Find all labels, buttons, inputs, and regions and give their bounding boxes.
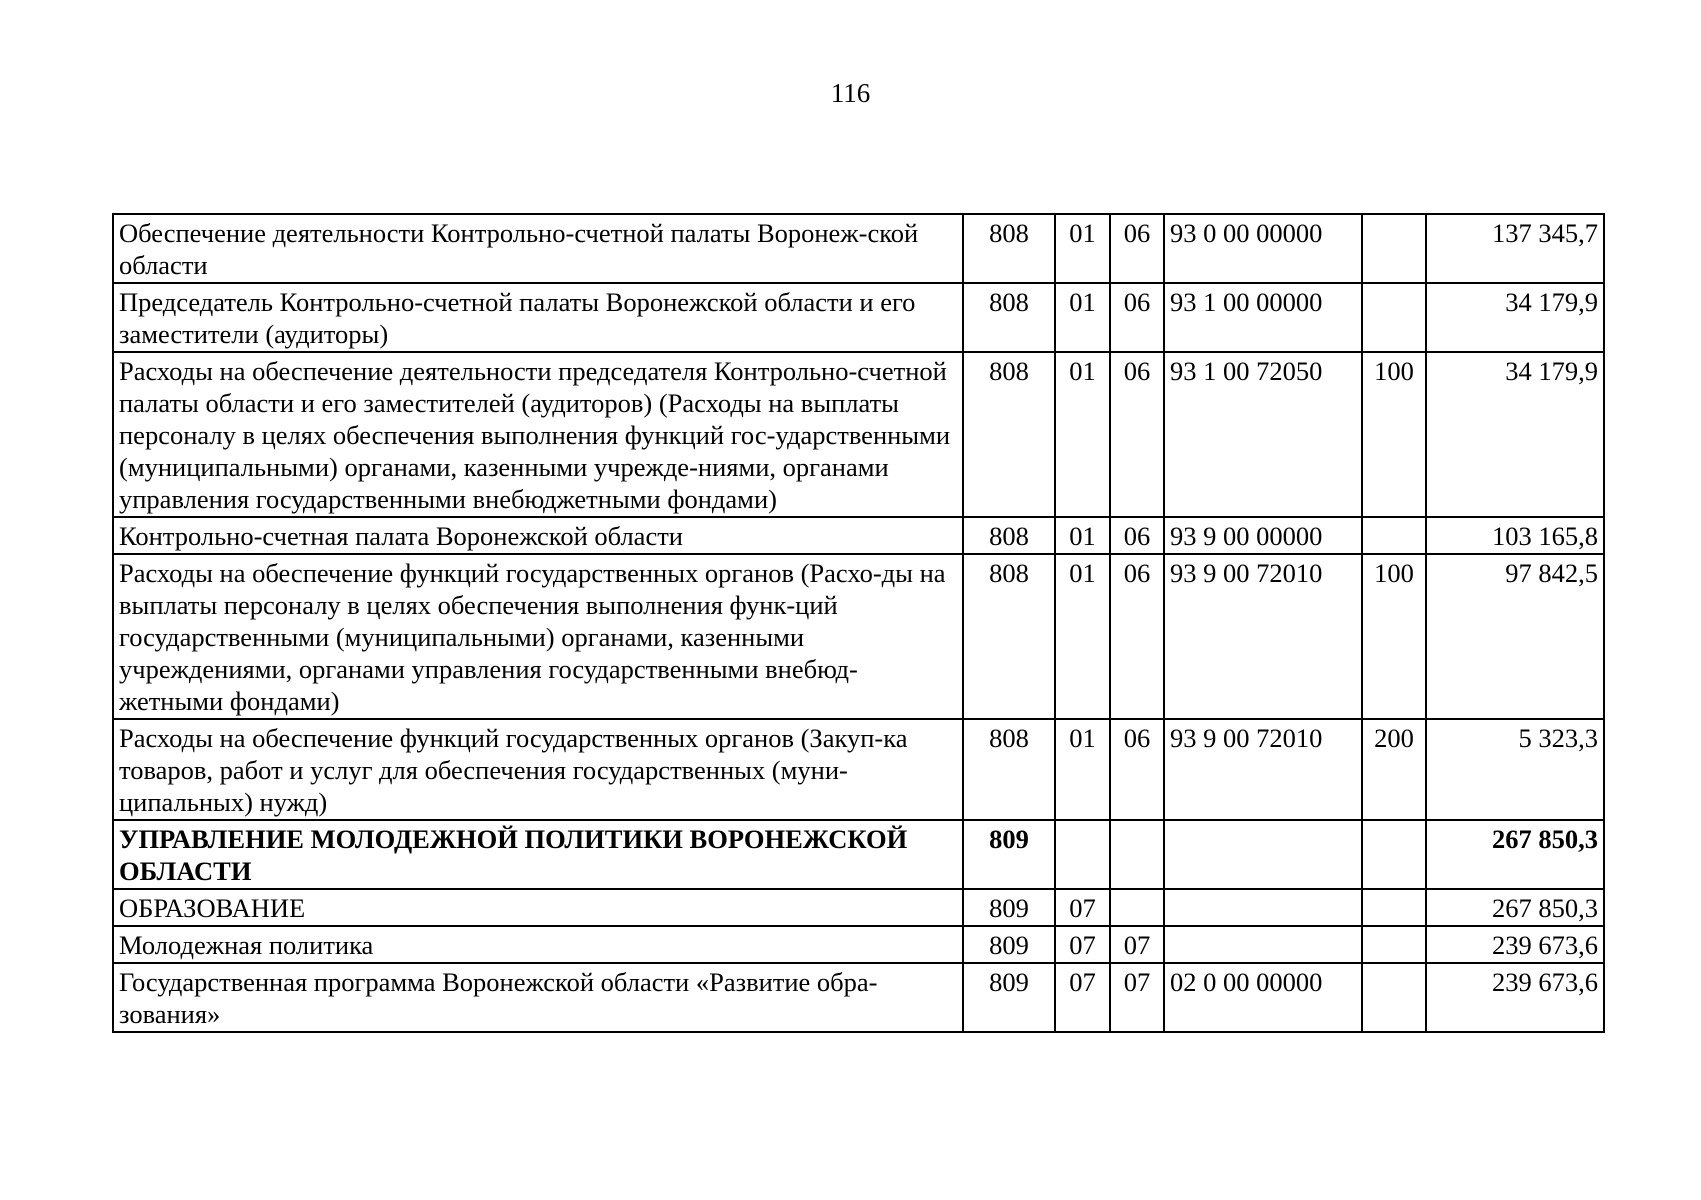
department-code: 808: [963, 283, 1055, 352]
expense-type-code: [1362, 214, 1426, 283]
target-article-code: 93 1 00 00000: [1164, 283, 1362, 352]
section-code: 01: [1055, 517, 1110, 554]
expense-type-code: [1362, 963, 1426, 1032]
section-code: 01: [1055, 214, 1110, 283]
row-description: Контрольно-счетная палата Воронежской области: [113, 517, 963, 554]
amount-value: 34 179,9: [1426, 352, 1604, 517]
expense-type-code: 100: [1362, 352, 1426, 517]
subsection-code: 06: [1110, 214, 1164, 283]
expense-type-code: [1362, 283, 1426, 352]
table-body: [113, 214, 1604, 1032]
subsection-code: 06: [1110, 517, 1164, 554]
section-code: 01: [1055, 554, 1110, 719]
department-code: 808: [963, 352, 1055, 517]
department-code: 809: [963, 963, 1055, 1032]
table-row: [113, 719, 1604, 820]
amount-value: 103 165,8: [1426, 517, 1604, 554]
department-code: 808: [963, 719, 1055, 820]
budget-table: [112, 213, 1605, 1033]
row-description: Обеспечение деятельности Контрольно-счетной палаты Воронеж-ской области: [113, 214, 963, 283]
subsection-code: [1110, 889, 1164, 926]
section-code: 07: [1055, 926, 1110, 963]
amount-value: 239 673,6: [1426, 926, 1604, 963]
department-code: 809: [963, 820, 1055, 889]
section-code: 07: [1055, 963, 1110, 1032]
row-description: Расходы на обеспечение функций государственных органов (Закуп-ка товаров, работ и услуг для обеспечения государственных (муни-ципальных) нужд): [113, 719, 963, 820]
table-row: [113, 926, 1604, 963]
expense-type-code: [1362, 820, 1426, 889]
target-article-code: [1164, 820, 1362, 889]
section-code: 07: [1055, 889, 1110, 926]
row-description: УПРАВЛЕНИЕ МОЛОДЕЖНОЙ ПОЛИТИКИ ВОРОНЕЖСКОЙ ОБЛАСТИ: [113, 820, 963, 889]
subsection-code: 07: [1110, 963, 1164, 1032]
row-description: Молодежная политика: [113, 926, 963, 963]
target-article-code: 93 9 00 00000: [1164, 517, 1362, 554]
target-article-code: 93 9 00 72010: [1164, 554, 1362, 719]
row-description: Расходы на обеспечение деятельности председателя Контрольно-счетной палаты области и его заместителей (аудиторов) (Расходы на выплаты персоналу в целях обеспечения выполнения функций гос-ударственными (муниципальными) органами, казенными учрежде-ниями, органами управления государственными внебюджетными фондами): [113, 352, 963, 517]
section-code: [1055, 820, 1110, 889]
table-row: [113, 214, 1604, 283]
subsection-code: 07: [1110, 926, 1164, 963]
subsection-code: 06: [1110, 719, 1164, 820]
table-row: [113, 554, 1604, 719]
department-code: 809: [963, 926, 1055, 963]
row-description: Председатель Контрольно-счетной палаты Воронежской области и его заместители (аудиторы): [113, 283, 963, 352]
table-row: [113, 283, 1604, 352]
department-code: 808: [963, 214, 1055, 283]
target-article-code: [1164, 889, 1362, 926]
page-number: 116: [830, 78, 871, 108]
amount-value: 97 842,5: [1426, 554, 1604, 719]
section-code: 01: [1055, 283, 1110, 352]
target-article-code: 02 0 00 00000: [1164, 963, 1362, 1032]
department-code: 808: [963, 517, 1055, 554]
subsection-code: 06: [1110, 283, 1164, 352]
department-code: 808: [963, 554, 1055, 719]
table-row: [113, 963, 1604, 1032]
row-description: Расходы на обеспечение функций государственных органов (Расхо-ды на выплаты персоналу в целях обеспечения выполнения функ-ций государственными (муниципальными) органами, казенными учреждениями, органами управления государственными внебюд-жетными фондами): [113, 554, 963, 719]
table-row: [113, 517, 1604, 554]
target-article-code: 93 1 00 72050: [1164, 352, 1362, 517]
expense-type-code: 100: [1362, 554, 1426, 719]
section-code: 01: [1055, 719, 1110, 820]
expense-type-code: [1362, 926, 1426, 963]
amount-value: 239 673,6: [1426, 963, 1604, 1032]
amount-value: 34 179,9: [1426, 283, 1604, 352]
target-article-code: [1164, 926, 1362, 963]
amount-value: 5 323,3: [1426, 719, 1604, 820]
table-row: [113, 820, 1604, 889]
amount-value: 267 850,3: [1426, 889, 1604, 926]
section-code: 01: [1055, 352, 1110, 517]
amount-value: 267 850,3: [1426, 820, 1604, 889]
subsection-code: 06: [1110, 554, 1164, 719]
row-description: ОБРАЗОВАНИЕ: [113, 889, 963, 926]
subsection-code: 06: [1110, 352, 1164, 517]
amount-value: 137 345,7: [1426, 214, 1604, 283]
table-row: [113, 889, 1604, 926]
row-description: Государственная программа Воронежской области «Развитие обра-зования»: [113, 963, 963, 1032]
department-code: 809: [963, 889, 1055, 926]
expense-type-code: [1362, 517, 1426, 554]
expense-type-code: 200: [1362, 719, 1426, 820]
target-article-code: 93 9 00 72010: [1164, 719, 1362, 820]
target-article-code: 93 0 00 00000: [1164, 214, 1362, 283]
subsection-code: [1110, 820, 1164, 889]
table-row: [113, 352, 1604, 517]
expense-type-code: [1362, 889, 1426, 926]
